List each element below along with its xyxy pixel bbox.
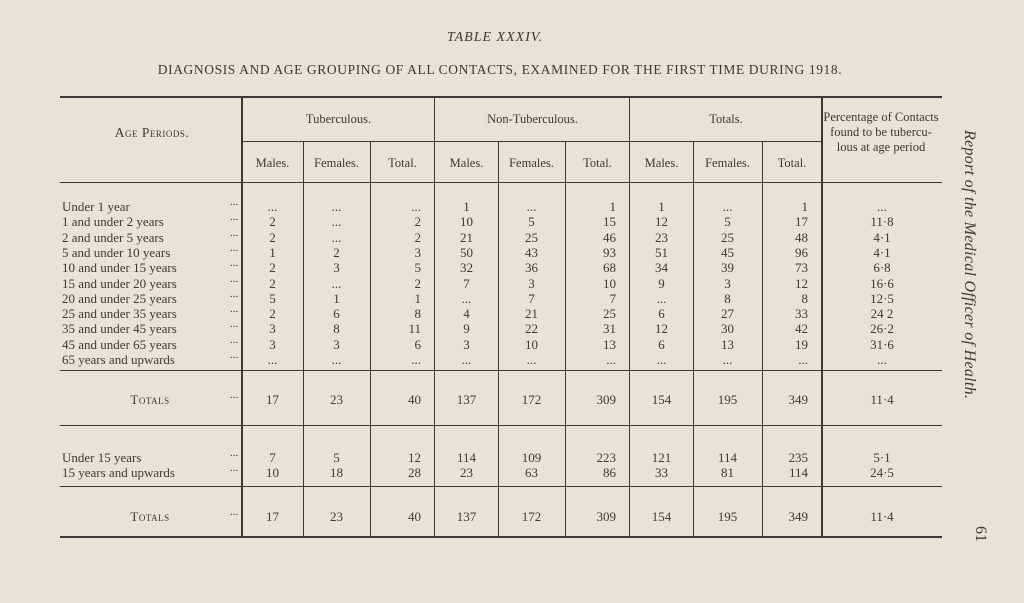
cell-tub-total: 40 — [408, 509, 421, 524]
subheader-totals-total: Total. — [777, 156, 807, 170]
cell-tub-females: ... — [331, 352, 342, 367]
cell-tub-males: 3 — [269, 336, 276, 352]
cell-totals-males: 154 — [651, 509, 672, 524]
vline-sub-4 — [693, 142, 694, 537]
cell-totals-total: 349 — [788, 392, 808, 407]
cell-totals-females: 25 — [721, 229, 734, 245]
cell-percentage: 24·5 — [870, 465, 894, 481]
cell-tub-females: 8 — [333, 321, 340, 337]
header-bottom-rule — [60, 182, 942, 183]
subheader-tub-females: Females. — [314, 156, 359, 170]
cell-totals-total: 235 — [788, 450, 808, 465]
cell-nontub-females: 63 — [525, 465, 538, 481]
cell-totals-males: 33 — [655, 465, 668, 481]
cell-tub-total: 5 — [414, 260, 421, 276]
cell-nontub-total: 25 — [603, 306, 616, 322]
row-label: 15 years and upwards — [62, 465, 175, 481]
cell-percentage: ... — [877, 199, 887, 214]
row-label: 45 and under 65 years — [62, 336, 177, 352]
cell-tub-total: 12 — [408, 450, 421, 465]
cell-tub-males: 17 — [266, 509, 279, 524]
cell-tub-males: ... — [267, 199, 278, 214]
row-label: 5 and under 10 years — [62, 244, 171, 260]
cell-totals-females: ... — [722, 199, 733, 214]
cell-nontub-females: 36 — [525, 260, 538, 276]
cell-nontub-males: 137 — [456, 392, 477, 407]
subheader-totals-females: Females. — [705, 156, 750, 170]
cell-tub-males: 10 — [266, 465, 279, 481]
cell-nontub-males: 50 — [460, 244, 473, 260]
cell-nontub-total: 13 — [603, 336, 616, 352]
cell-tub-males: 2 — [269, 306, 276, 322]
vline-sub-3 — [565, 142, 566, 537]
cell-tub-females: 23 — [330, 392, 343, 407]
cell-tub-females: ... — [331, 275, 342, 291]
cell-totals-males: 6 — [658, 306, 665, 322]
cell-nontub-males: 7 — [463, 275, 470, 291]
cell-totals-females: 39 — [721, 260, 734, 276]
leader-dots: ... — [230, 257, 239, 270]
cell-totals-males: 34 — [655, 260, 668, 276]
cell-nontub-males: ... — [461, 352, 472, 367]
totals1-bottom-rule — [60, 425, 942, 426]
cell-totals-females: 114 — [717, 450, 738, 465]
cell-tub-females: 3 — [333, 336, 340, 352]
totals1-top-rule — [60, 370, 942, 371]
bottom-rule — [60, 536, 942, 538]
cell-percentage: ... — [877, 352, 887, 367]
cell-totals-total: 349 — [788, 509, 808, 524]
cell-percentage: 5·1 — [873, 450, 891, 465]
cell-totals-males: ... — [656, 290, 667, 306]
cell-nontub-total: 223 — [596, 450, 616, 465]
cell-nontub-females: 109 — [521, 450, 542, 465]
cell-tub-females: 2 — [333, 244, 340, 260]
cell-nontub-males: 10 — [460, 214, 473, 230]
cell-totals-total: 33 — [795, 306, 808, 322]
cell-nontub-females: 21 — [525, 306, 538, 322]
cell-nontub-males: 3 — [463, 336, 470, 352]
row-label: 20 and under 25 years — [62, 290, 177, 306]
cell-nontub-total: 309 — [596, 509, 616, 524]
cell-nontub-males: ... — [461, 290, 472, 306]
cell-tub-females: 6 — [333, 306, 340, 322]
row-label: 2 and under 5 years — [62, 229, 164, 245]
cell-nontub-females: 3 — [528, 275, 535, 291]
cell-nontub-females: ... — [526, 199, 537, 214]
cell-tub-total: ... — [411, 199, 421, 214]
cell-nontub-males: 137 — [456, 509, 477, 524]
header-group-tuberculous: Tuberculous. — [305, 112, 372, 126]
cell-totals-total: 17 — [795, 214, 808, 230]
cell-tub-females: ... — [331, 229, 342, 245]
header-mid-rule — [242, 141, 822, 142]
row-label: Totals — [130, 392, 170, 407]
cell-nontub-females: 43 — [525, 244, 538, 260]
row-label: Totals — [130, 509, 170, 524]
cell-totals-males: 1 — [658, 199, 665, 214]
leader-dots: ... — [230, 349, 239, 361]
cell-totals-females: 195 — [717, 392, 738, 407]
cell-tub-males: ... — [267, 352, 278, 367]
cell-totals-females: 3 — [724, 275, 731, 291]
cell-totals-males: ... — [656, 352, 667, 367]
subheader-tub-males: Males. — [255, 156, 290, 170]
cell-percentage: 11·8 — [870, 214, 894, 230]
cell-tub-total: ... — [411, 352, 421, 367]
vline-totals-end — [821, 97, 823, 537]
subheader-nontub-males: Males. — [449, 156, 484, 170]
cell-nontub-total: 68 — [603, 260, 616, 276]
leader-dots: ... — [230, 272, 239, 285]
cell-nontub-total: ... — [606, 352, 616, 367]
cell-totals-total: 42 — [795, 321, 808, 337]
table-title: TABLE XXXIV. — [446, 30, 544, 45]
row-label: 1 and under 2 years — [62, 214, 164, 230]
cell-nontub-total: 1 — [609, 199, 616, 214]
cell-tub-females: 5 — [333, 450, 340, 465]
vline-nontub-end — [629, 97, 630, 537]
vline-sub-1 — [370, 142, 371, 537]
cell-percentage: 26·2 — [870, 321, 894, 337]
cell-percentage: 11·4 — [870, 509, 894, 524]
subheader-nontub-total: Total. — [583, 156, 612, 170]
leader-dots: ... — [230, 333, 239, 346]
cell-tub-females: ... — [331, 199, 342, 214]
cell-totals-males: 154 — [651, 392, 672, 407]
cell-tub-females: 1 — [333, 290, 340, 306]
cell-totals-total: 48 — [795, 229, 808, 245]
cell-tub-males: 1 — [269, 244, 276, 260]
page-number: 61 — [972, 526, 989, 542]
cell-totals-females: 30 — [721, 321, 734, 337]
cell-tub-total: 1 — [414, 290, 421, 306]
cell-totals-females: 45 — [721, 244, 734, 260]
cell-totals-total: 12 — [795, 275, 808, 291]
cell-nontub-total: 7 — [609, 290, 616, 306]
cell-tub-total: 28 — [408, 465, 421, 481]
cell-nontub-total: 15 — [603, 214, 616, 230]
cell-totals-males: 12 — [655, 214, 668, 230]
cell-tub-total: 40 — [408, 392, 421, 407]
cell-totals-males: 121 — [651, 450, 672, 465]
leader-dots: ... — [230, 447, 239, 459]
cell-nontub-total: 309 — [596, 392, 616, 407]
cell-nontub-total: 31 — [603, 321, 616, 337]
vline-age — [241, 97, 243, 537]
cell-tub-total: 8 — [414, 306, 421, 322]
cell-totals-total: 96 — [795, 244, 808, 260]
leader-dots: ... — [230, 211, 239, 224]
cell-totals-females: ... — [722, 352, 733, 367]
cell-totals-males: 51 — [655, 244, 668, 260]
side-note: Report of the Medical Officer of Health. — [961, 130, 978, 400]
header-age-periods: Age Periods. — [114, 125, 190, 140]
row-label: Under 1 year — [62, 199, 130, 214]
leader-dots: ... — [230, 462, 239, 475]
cell-tub-males: 2 — [269, 260, 276, 276]
cell-tub-females: 3 — [333, 260, 340, 276]
cell-percentage: 31·6 — [870, 336, 894, 352]
cell-tub-total: 2 — [414, 275, 421, 291]
cell-nontub-total: 93 — [603, 244, 616, 260]
row-label: 25 and under 35 years — [62, 306, 177, 322]
cell-percentage: 6·8 — [873, 260, 891, 276]
row-label: 10 and under 15 years — [62, 260, 177, 276]
cell-nontub-females: 22 — [525, 321, 538, 337]
cell-tub-females: 18 — [330, 465, 343, 481]
cell-tub-total: 2 — [414, 229, 421, 245]
cell-totals-total: ... — [798, 352, 808, 367]
cell-tub-males: 7 — [269, 450, 276, 465]
cell-nontub-males: 114 — [456, 450, 477, 465]
cell-totals-females: 13 — [721, 336, 734, 352]
cell-percentage: 11·4 — [870, 392, 894, 407]
cell-tub-total: 11 — [408, 321, 421, 337]
cell-totals-total: 8 — [801, 290, 808, 306]
cell-nontub-females: 7 — [528, 290, 535, 306]
cell-nontub-total: 46 — [603, 229, 616, 245]
subheader-nontub-females: Females. — [509, 156, 554, 170]
cell-nontub-males: 23 — [460, 465, 473, 481]
cell-totals-males: 9 — [658, 275, 665, 291]
cell-tub-total: 2 — [414, 214, 421, 230]
row-label: 15 and under 20 years — [62, 275, 177, 291]
cell-nontub-total: 10 — [603, 275, 616, 291]
cell-nontub-females: 172 — [521, 509, 542, 524]
totals2-top-rule — [60, 486, 942, 487]
leader-dots: ... — [230, 389, 239, 401]
cell-tub-females: ... — [331, 214, 342, 230]
leader-dots: ... — [230, 506, 239, 518]
cell-totals-females: 195 — [717, 509, 738, 524]
cell-tub-males: 17 — [266, 392, 279, 407]
cell-totals-males: 23 — [655, 229, 668, 245]
cell-totals-females: 81 — [721, 465, 734, 481]
cell-totals-males: 12 — [655, 321, 668, 337]
header-group-totals: Totals. — [709, 112, 743, 126]
leader-dots: ... — [230, 318, 239, 331]
row-label: Under 15 years — [62, 450, 142, 465]
subheader-totals-males: Males. — [644, 156, 679, 170]
cell-percentage: 12·5 — [870, 290, 894, 306]
cell-percentage: 4·1 — [873, 229, 891, 245]
cell-totals-females: 8 — [724, 290, 731, 306]
cell-percentage: 24 2 — [870, 306, 894, 322]
cell-percentage: 16·6 — [870, 275, 894, 291]
cell-tub-females: 23 — [330, 509, 343, 524]
cell-nontub-females: 10 — [525, 336, 538, 352]
cell-nontub-females: 172 — [521, 392, 542, 407]
cell-nontub-females: ... — [526, 352, 537, 367]
leader-dots: ... — [230, 196, 239, 208]
cell-nontub-males: 1 — [463, 199, 470, 214]
leader-dots: ... — [230, 241, 239, 254]
cell-totals-females: 27 — [721, 306, 734, 322]
cell-tub-total: 6 — [414, 336, 421, 352]
cell-nontub-females: 25 — [525, 229, 538, 245]
vline-sub-2 — [498, 142, 499, 537]
cell-totals-total: 114 — [788, 465, 808, 481]
cell-tub-males: 2 — [269, 214, 276, 230]
vline-sub-0 — [303, 142, 304, 537]
cell-nontub-males: 9 — [463, 321, 470, 337]
header-group-non-tuberculous: Non-Tuberculous. — [487, 112, 578, 126]
cell-totals-total: 73 — [795, 260, 808, 276]
header-percentage: Percentage of Contacts found to be tubercu-lous at age period — [823, 110, 939, 154]
cell-nontub-males: 32 — [460, 260, 473, 276]
cell-tub-total: 3 — [414, 244, 421, 260]
vline-tub-end — [434, 97, 435, 537]
cell-totals-females: 5 — [724, 214, 731, 230]
row-label: 35 and under 45 years — [62, 321, 177, 337]
row-label: 65 years and upwards — [62, 352, 175, 367]
table-subtitle: DIAGNOSIS AND AGE GROUPING OF ALL CONTACTS, EXAMINED FOR THE FIRST TIME DURING 1918. — [157, 62, 843, 77]
vline-sub-5 — [762, 142, 763, 537]
cell-totals-total: 19 — [795, 336, 808, 352]
cell-nontub-males: 4 — [463, 306, 470, 322]
cell-tub-males: 2 — [269, 275, 276, 291]
leader-dots: ... — [230, 303, 239, 316]
cell-tub-males: 5 — [269, 290, 276, 306]
cell-nontub-total: 86 — [603, 465, 616, 481]
leader-dots: ... — [230, 226, 239, 239]
cell-nontub-females: 5 — [528, 214, 535, 230]
cell-tub-males: 2 — [269, 229, 276, 245]
cell-tub-males: 3 — [269, 321, 276, 337]
cell-nontub-males: 21 — [460, 229, 473, 245]
top-rule — [60, 96, 942, 98]
leader-dots: ... — [230, 287, 239, 300]
cell-totals-males: 6 — [658, 336, 665, 352]
cell-percentage: 4·1 — [873, 244, 891, 260]
subheader-tub-total: Total. — [388, 156, 417, 170]
cell-totals-total: 1 — [801, 199, 808, 214]
